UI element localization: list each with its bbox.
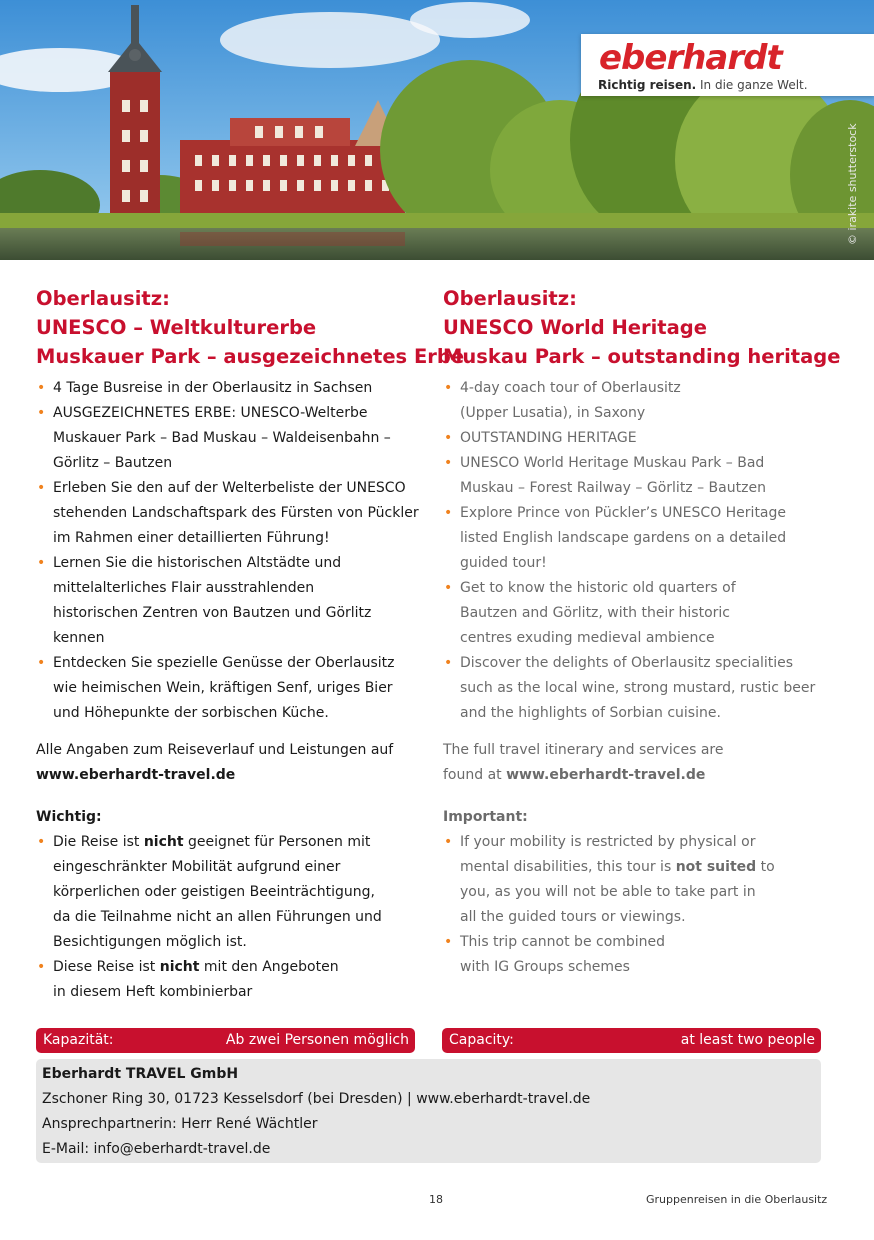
capacity-label: Kapazität: (43, 1032, 114, 1048)
german-important-label: Wichtig: (36, 809, 102, 825)
german-important (36, 805, 426, 1005)
list-item: • Erleben Sie den auf der Welterbeliste der UNESCO stehenden Landschaftspark des Fürsten von Pückler im Rahmen einer detaillierten Führung! (36, 476, 421, 551)
english-info-text-2: found at (443, 767, 507, 783)
contact-person: Ansprechpartnerin: Herr René Wächtler (42, 1116, 318, 1132)
list-item: • Diese Reise ist nicht mit den Angeboten in diesem Heft kombinierbar (36, 955, 343, 1005)
list-item: • If your mobility is restricted by physical or mental disabilities, this tour is not suited to you, as you will not be able to take part in all the guided tours or viewings. (443, 830, 775, 930)
contact-box (36, 1059, 821, 1163)
english-info (443, 738, 833, 788)
english-website-link[interactable]: www.eberhardt-travel.de (506, 767, 706, 783)
english-important (443, 805, 833, 980)
list-item: • AUSGEZEICHNETES ERBE: UNESCO-Welterbe Muskauer Park – Bad Muskau – Waldeisenbahn – Görlitz – Bautzen (36, 401, 393, 476)
german-highlights (36, 376, 421, 726)
list-item: • UNESCO World Heritage Muskau Park – Bad Muskau – Forest Railway – Görlitz – Bautzen (443, 451, 790, 501)
list-item: • Entdecken Sie spezielle Genüsse der Oberlausitz wie heimischen Wein, kräftigen Senf, uriges Bier und Höhepunkte der sorbischen Küche. (36, 651, 413, 726)
german-info (36, 738, 426, 788)
german-column (36, 284, 465, 726)
capacity-value: at least two people (680, 1032, 815, 1048)
english-capacity-bar (442, 1028, 821, 1053)
contact-email[interactable]: E-Mail: info@eberhardt-travel.de (42, 1141, 271, 1157)
english-highlights (443, 376, 828, 726)
eberhardt-logo (581, 34, 874, 96)
footer-title: Gruppenreisen in die Oberlausitz (646, 1193, 828, 1206)
list-item: • Explore Prince von Pückler’s UNESCO Heritage listed English landscape gardens on a detailed guided tour! (443, 501, 810, 576)
logo-wordmark: eberhardt (599, 38, 782, 78)
page-number: 18 (429, 1193, 443, 1206)
list-item: • This trip cannot be combined with IG Groups schemes (443, 930, 690, 980)
capacity-value: Ab zwei Personen möglich (225, 1032, 409, 1048)
list-item: • 4-day coach tour of Oberlausitz (Upper Lusatia), in Saxony (443, 376, 720, 426)
german-website-link[interactable]: www.eberhardt-travel.de (36, 767, 236, 783)
photo-credit: © irakite shutterstock (846, 123, 859, 245)
german-capacity-bar (36, 1028, 415, 1053)
english-important-label: Important: (443, 809, 528, 825)
german-info-text: Alle Angaben zum Reiseverlauf und Leistungen auf (36, 742, 394, 758)
english-info-text-1: The full travel itinerary and services are (443, 742, 724, 758)
company-name: Eberhardt TRAVEL GmbH (42, 1066, 239, 1082)
english-heading: Oberlausitz: UNESCO World Heritage Muskau Park – outstanding heritage (443, 287, 841, 368)
logo-tagline: Richtig reisen. In die ganze Welt. (598, 78, 808, 92)
list-item: • Die Reise ist nicht geeignet für Personen mit eingeschränkter Mobilität aufgrund einer körperlichen oder geistigen Beeinträchtigung, da die Teilnahme nicht an allen Führungen und Besichtigungen möglich ist. (36, 830, 383, 955)
german-heading: Oberlausitz: UNESCO – Weltkulturerbe Muskauer Park – ausgezeichnetes Erbe (36, 287, 465, 368)
english-column (443, 284, 841, 726)
list-item: • Discover the delights of Oberlausitz specialities such as the local wine, strong mustard, rustic beer and the highlights of Sorbian cuisine. (443, 651, 825, 726)
list-item: • Lernen Sie die historischen Altstädte und mittelalterliches Flair ausstrahlenden historischen Zentren von Bautzen und Görlitz kennen (36, 551, 403, 651)
list-item: • OUTSTANDING HERITAGE (443, 426, 828, 451)
list-item: • 4 Tage Busreise in der Oberlausitz in Sachsen (36, 376, 421, 401)
list-item: • Get to know the historic old quarters of Bautzen and Görlitz, with their historic centres exuding medieval ambience (443, 576, 760, 651)
capacity-label: Capacity: (449, 1032, 514, 1048)
company-address: Zschoner Ring 30, 01723 Kesselsdorf (bei Dresden) | www.eberhardt-travel.de (42, 1091, 591, 1107)
